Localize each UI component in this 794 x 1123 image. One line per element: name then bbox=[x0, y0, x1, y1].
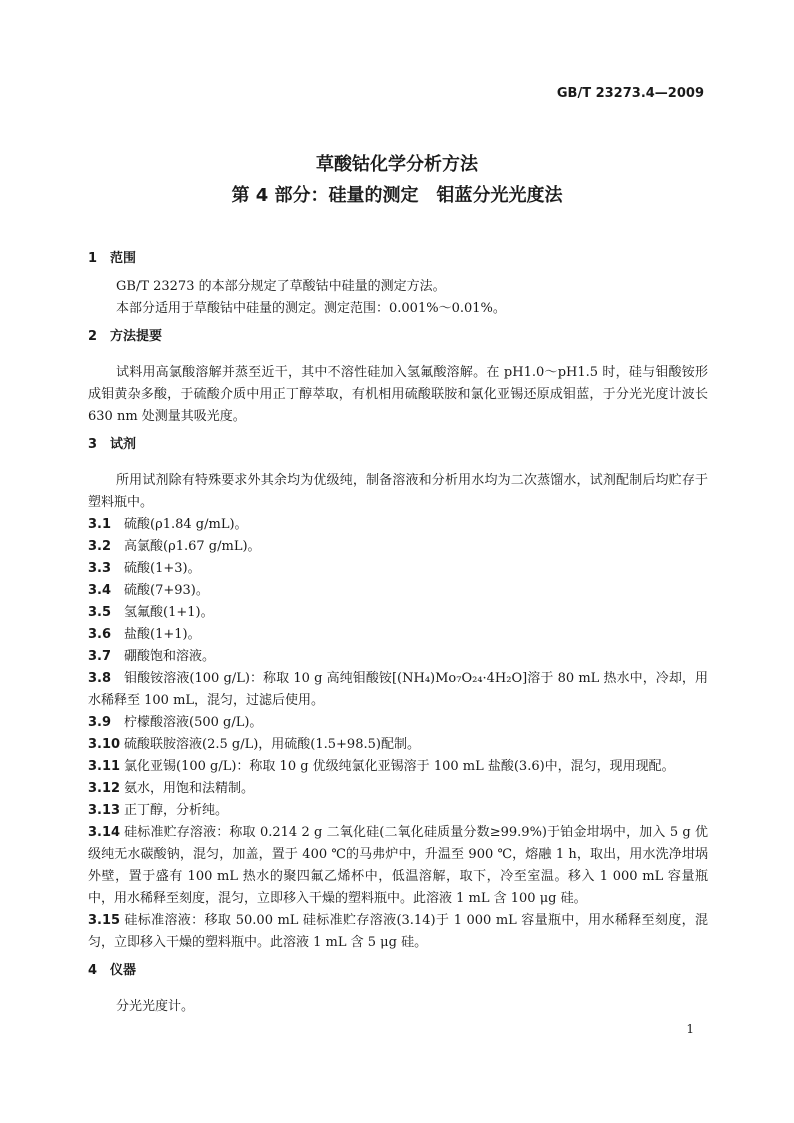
section-number: 2 bbox=[88, 329, 98, 344]
apparatus-paragraph: 分光光度计。 bbox=[116, 999, 195, 1014]
item-text: 盐酸(1+1)。 bbox=[124, 627, 201, 642]
item-text: 氨水，用饱和法精制。 bbox=[124, 781, 255, 796]
item-text: 硫酸(7+93)。 bbox=[124, 583, 209, 598]
item-number: 3.9 bbox=[88, 715, 112, 730]
principle-paragraph: 试料用高氯酸溶解并蒸至近干，其中不溶性硅加入氢氟酸溶解。在 pH1.0～pH1.5 时，硅与钼酸铵形成钼黄杂多酸，于硫酸介质中用正丁醇萃取，有机相用硫酸联胺和氯化亚锡还原成钼蓝，于分光光度计波长 630 nm 处测量其吸光度。 bbox=[88, 365, 708, 424]
item-text: 正丁醇，分析纯。 bbox=[124, 803, 229, 818]
reagent-item bbox=[88, 778, 708, 800]
item-number: 3.12 bbox=[88, 781, 121, 796]
section-number: 3 bbox=[88, 437, 98, 452]
section-heading-scope bbox=[88, 248, 708, 270]
reagent-item bbox=[88, 536, 708, 558]
reagent-item bbox=[88, 756, 708, 778]
reagent-item bbox=[88, 800, 708, 822]
item-number: 3.11 bbox=[88, 759, 121, 774]
section-number: 4 bbox=[88, 963, 98, 978]
reagent-item bbox=[88, 646, 708, 668]
item-text: 硅标准贮存溶液：称取 0.214 2 g 二氧化硅(二氧化硅质量分数≥99.9%)于铂金坩埚中，加入 5 g 优级纯无水碳酸钠，混匀，加盖，置于 400 ℃的马弗炉中，升温至 900 ℃，熔融 1 h，取出，用水洗净坩埚外壁，置于盛有 100 mL 热水的聚四氟乙烯杯中，低温溶解，取下，冷至室温。移入 1 000 mL 容量瓶中，用水稀释至刻度，混匀，立即移入干燥的塑料瓶中。此溶液 1 mL 含 100 μg 硅。 bbox=[88, 825, 708, 906]
section-title: 范围 bbox=[110, 251, 137, 266]
standard-number: GB/T 23273.4—2009 bbox=[556, 86, 704, 101]
reagent-item bbox=[88, 514, 708, 536]
reagent-item bbox=[88, 734, 708, 756]
reagent-item bbox=[88, 910, 708, 954]
page-number: 1 bbox=[686, 1022, 694, 1036]
item-number: 3.6 bbox=[88, 627, 112, 642]
reagents-intro: 所用试剂除有特殊要求外其余均为优级纯，制备溶液和分析用水均为二次蒸馏水，试剂配制后均贮存于塑料瓶中。 bbox=[88, 473, 708, 510]
item-text: 硫酸联胺溶液(2.5 g/L)，用硫酸(1.5+98.5)配制。 bbox=[124, 737, 420, 752]
section-title: 试剂 bbox=[110, 437, 137, 452]
item-number: 3.1 bbox=[88, 517, 112, 532]
item-number: 3.5 bbox=[88, 605, 112, 620]
item-number: 3.2 bbox=[88, 539, 112, 554]
item-text: 高氯酸(ρ1.67 g/mL)。 bbox=[124, 539, 261, 554]
item-number: 3.3 bbox=[88, 561, 112, 576]
reagent-item bbox=[88, 822, 708, 910]
section-heading-apparatus bbox=[88, 960, 708, 982]
section-heading-reagents bbox=[88, 434, 708, 456]
section-title: 仪器 bbox=[110, 963, 137, 978]
item-text: 硫酸(1+3)。 bbox=[124, 561, 201, 576]
item-number: 3.14 bbox=[88, 825, 121, 840]
item-number: 3.15 bbox=[88, 913, 121, 928]
reagent-item bbox=[88, 580, 708, 602]
reagent-item bbox=[88, 712, 708, 734]
item-text: 氢氟酸(1+1)。 bbox=[124, 605, 214, 620]
item-number: 3.10 bbox=[88, 737, 121, 752]
item-text: 钼酸铵溶液(100 g/L)：称取 10 g 高纯钼酸铵[(NH₄)Mo₇O₂₄·4H₂O]溶于 80 mL 热水中，冷却，用水稀释至 100 mL，混匀，过滤后使用。 bbox=[88, 671, 708, 708]
reagent-item bbox=[88, 558, 708, 580]
item-text: 硅标准溶液：移取 50.00 mL 硅标准贮存溶液(3.14)于 1 000 mL 容量瓶中，用水稀释至刻度，混匀，立即移入干燥的塑料瓶中。此溶液 1 mL 含 5 μg 硅。 bbox=[88, 913, 708, 950]
document-body bbox=[88, 248, 708, 1018]
item-text: 硫酸(ρ1.84 g/mL)。 bbox=[124, 517, 248, 532]
reagent-item bbox=[88, 624, 708, 646]
scope-paragraph-2: 本部分适用于草酸钴中硅量的测定。测定范围：0.001%～0.01%。 bbox=[116, 301, 506, 316]
reagent-item bbox=[88, 668, 708, 712]
section-title: 方法提要 bbox=[110, 329, 163, 344]
section-number: 1 bbox=[88, 251, 98, 266]
document-title: 草酸钴化学分析方法 bbox=[316, 154, 478, 175]
item-number: 3.13 bbox=[88, 803, 121, 818]
item-text: 硼酸饱和溶液。 bbox=[124, 649, 216, 664]
reagent-item bbox=[88, 602, 708, 624]
item-text: 氯化亚锡(100 g/L)：称取 10 g 优级纯氯化亚锡溶于 100 mL 盐酸(3.6)中，混匀，现用现配。 bbox=[124, 759, 675, 774]
item-number: 3.8 bbox=[88, 671, 112, 686]
item-text: 柠檬酸溶液(500 g/L)。 bbox=[124, 715, 263, 730]
item-number: 3.4 bbox=[88, 583, 112, 598]
scope-paragraph-1: GB/T 23273 的本部分规定了草酸钴中硅量的测定方法。 bbox=[116, 279, 446, 294]
section-heading-principle bbox=[88, 326, 708, 348]
document-subtitle: 第 4 部分：硅量的测定 钼蓝分光光度法 bbox=[231, 185, 563, 206]
item-number: 3.7 bbox=[88, 649, 112, 664]
